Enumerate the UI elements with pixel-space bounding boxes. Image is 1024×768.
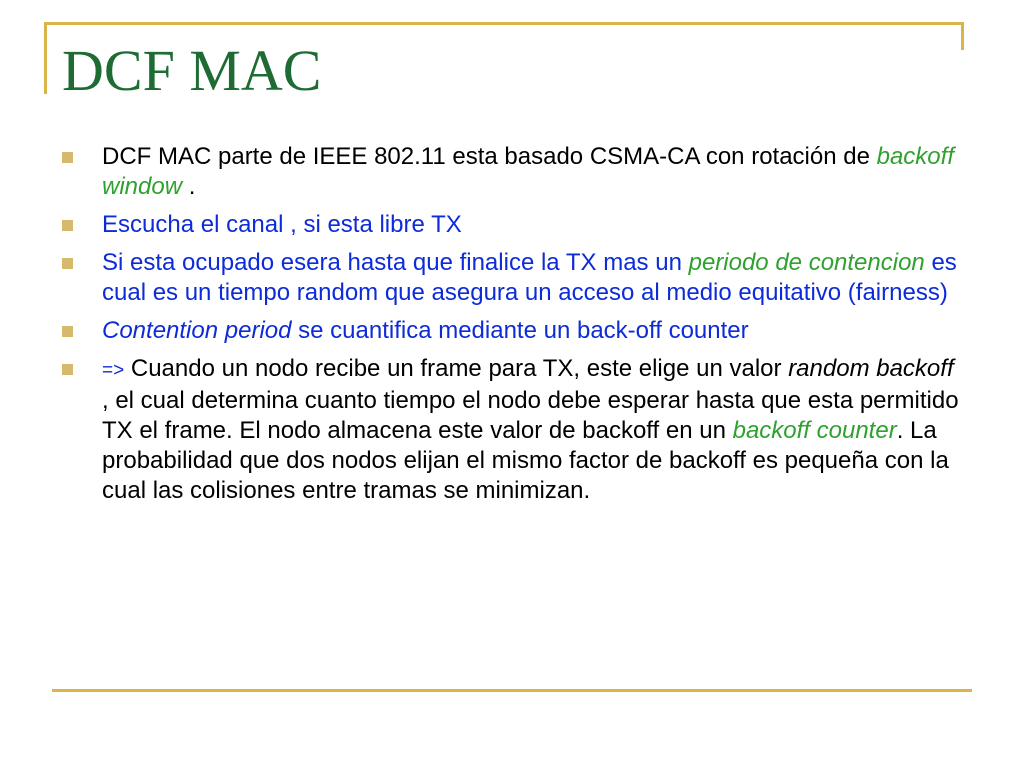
bullet-item (62, 210, 962, 240)
bullet-text-segment: periodo de contencion (688, 249, 925, 276)
bullet-list (62, 142, 962, 514)
frame-left-line (44, 22, 47, 94)
bullet-text-segment: backoff counter (732, 417, 897, 444)
frame-right-line (961, 22, 964, 50)
bullet-text-segment: es cual es un tiempo random que asegura un acceso al medio equitativo (fairness) (102, 249, 957, 306)
bullet-text-segment: => (102, 360, 125, 381)
bullet-text-segment: . La probabilidad que dos nodos elijan el mismo factor de backoff es pequeña con la cual las colisiones entre tramas se minimizan. (102, 417, 949, 504)
square-bullet-icon (62, 364, 73, 375)
square-bullet-icon (62, 152, 73, 163)
bullet-item (62, 354, 962, 506)
bullet-text-segment: DCF MAC parte de IEEE 802.11 esta basado CSMA-CA con rotación de (102, 143, 877, 170)
square-bullet-icon (62, 258, 73, 269)
bullet-item (62, 316, 962, 346)
bullet-text-segment: Si esta ocupado esera hasta que finalice la TX mas un (102, 249, 689, 276)
bullet-text-segment: . (182, 173, 196, 200)
square-bullet-icon (62, 326, 73, 337)
bullet-item (62, 142, 962, 202)
bullet-text-segment: random backoff (788, 355, 954, 382)
bullet-text-segment: Escucha el canal , si esta libre TX (102, 211, 462, 238)
frame-top-line (44, 22, 964, 25)
bullet-text-segment: se cuantifica mediante un back-off counter (291, 317, 749, 344)
bullet-item (62, 248, 962, 308)
slide-title: DCF MAC (62, 38, 322, 103)
bullet-text-segment: , el cual determina cuanto tiempo el nodo debe esperar hasta que esta permitido TX el frame. El nodo almacena este valor de backoff en un (102, 387, 959, 444)
square-bullet-icon (62, 220, 73, 231)
bullet-text-segment: Cuando un nodo recibe un frame para TX, este elige un valor (124, 355, 789, 382)
frame-bottom-line (52, 689, 972, 692)
bullet-text-segment: backoff window (102, 143, 954, 200)
bullet-text-segment: Contention period (102, 317, 292, 344)
